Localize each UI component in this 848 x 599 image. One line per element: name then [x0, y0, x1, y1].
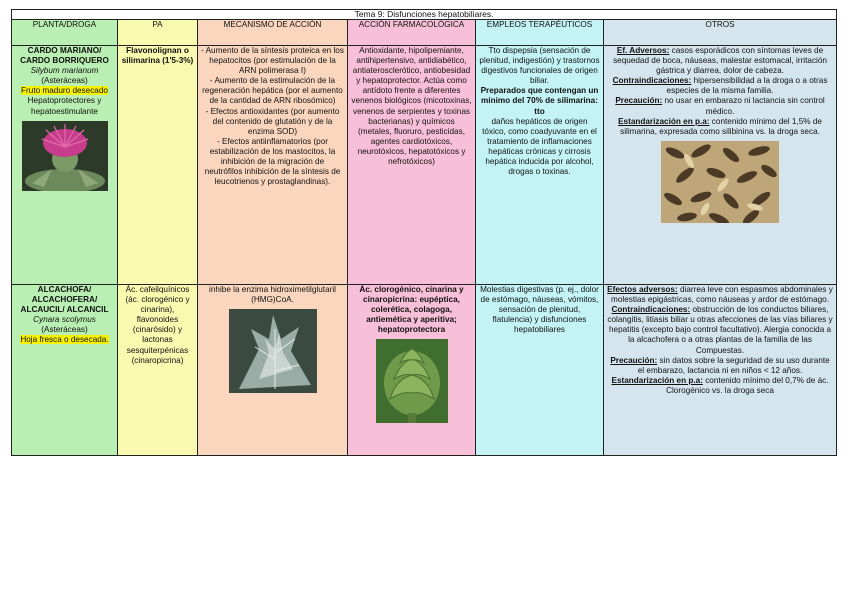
- otros-item: Contraindicaciones: obstrucción de los conductos biliares, colangitis, litiasis biliar u otras afecciones de las vías biliares y hepatitis (excepto bajo control facultativo). Alergia conocida a la alcachofera o a otras plantas de la familia de las Compuestas.: [607, 305, 833, 355]
- cell-mecanismo-cardo: - Aumento de la síntesis proteica en los hepatocitos (por estimulación de la ARN polimerasa I) - Aumento de la estimulación de la regeneración hepática (por el aumento de la cantidad de ARN ribosómico) - Efectos antioxidantes (por aumento del contenido de glutatión y de la enzima SOD) - Efectos antiinflamatorios (por estabilización de los mastocitos, la inhibición de la migración de neutrófilos inhibición de la síntesis de leucotrienos y prostaglandinas).: [198, 46, 348, 285]
- cell-accion-cardo: Antioxidante, hipolipemiante, antihipertensivo, antidiabético, antiaterosclerótico, antiobesidad y hepatoprotector. Actúa como antídoto frente a diferentes venenos biológicos (micotoxinas, venenos de serpientes y toxinas bacterianas) y químicos (metales, fluoruro, pesticidas, agentes cardiotóxicos, neurotóxicos, hepatotóxicos y nefrotóxicos): [348, 46, 476, 285]
- empleos-text-b: Preparados que contengan un mínimo del 70% de silimarina: tto: [480, 86, 599, 116]
- otros-item: Estandarización en p.a: contenido mínimo del 1,5% de silimarina, expresada como silibinina vs. la droga seca.: [618, 116, 822, 136]
- cell-accion-alcachofa: [348, 285, 476, 456]
- plant-family: (Asteráceas): [41, 76, 88, 86]
- accion-text: Ác. clorogénico, cinarina y cinaropicrina: eupéptica, colerética, colagoga, antiemética y aperitiva; hepatoprotectora: [359, 285, 464, 335]
- header-otros: OTROS: [604, 20, 837, 46]
- cell-pa-alcachofa: Ác. cafeilquínicos (ác. clorogénico y cinarina), flavonoides (cinarósido) y lactonas sesquiterpénicas (cinaropicrina): [118, 285, 198, 456]
- plant-family: (Asteráceas): [41, 325, 88, 335]
- plant-drug: Fruto maduro desecado: [21, 86, 108, 96]
- cell-planta-alcachofa: [12, 285, 118, 456]
- header-empleos: EMPLEOS TERAPÉUTICOS: [476, 20, 604, 46]
- thistle-image: [22, 121, 108, 191]
- document: [11, 9, 836, 456]
- otros-item: Estandarización en p.a: contenido mínimo del 0,7% de ác. Clorogénico vs. la droga seca: [611, 375, 829, 395]
- cell-empleos-alcachofa: Molestias digestivas (p. ej., dolor de estómago, náuseas, vómitos, sensación de plenitud, flatulencia) y disfunciones hepatobiliares: [476, 285, 604, 456]
- cell-otros-cardo: [604, 46, 837, 285]
- empleos-text-c: daños hepáticos de origen tóxico, como coadyuvante en el tratamiento de inflamaciones hepáticas crónicas y cirrosis hepática inducida por alcohol, drogas o toxinas.: [482, 116, 597, 177]
- plant-name: ALCACHOFA/ ALCACHOFERA/ ALCAUCIL/ ALCANCIL: [20, 285, 109, 315]
- seeds-image: [661, 141, 779, 223]
- cell-otros-alcachofa: [604, 285, 837, 456]
- header-planta: PLANTA/DROGA: [12, 20, 118, 46]
- artichoke-image: [376, 339, 448, 423]
- plant-latin: Cynara scolymus: [33, 315, 96, 325]
- plant-name: CARDO MARIANO/ CARDO BORRIQUERO: [20, 46, 109, 66]
- cell-mecanismo-alcachofa: [198, 285, 348, 456]
- otros-item: Precaución: sin datos sobre la seguridad de su uso durante el embarazo, lactancia ni en niños < 12 años.: [610, 355, 830, 375]
- plant-latin: Silybum marianum: [30, 66, 99, 76]
- table-title: Tema 9: Disfunciones hepatobiliares.: [12, 10, 837, 20]
- otros-item: Contraindicaciones: hipersensibilidad a la droga o a otras especies de la misma familia.: [612, 76, 828, 96]
- plant-uses: Hepatoprotectores y hepatoestimulante: [27, 96, 102, 116]
- cell-pa-cardo: Flavonolignan o silimarina (1'5-3%): [118, 46, 198, 285]
- header-mecanismo: MECANISMO DE ACCIÓN: [198, 20, 348, 46]
- otros-item: Efectos adversos: diarrea leve con espasmos abdominales y molestias epigástricas, como náuseas y ardor de estómago.: [607, 285, 833, 305]
- cell-planta-cardo: [12, 46, 118, 285]
- drug-table: [11, 9, 837, 456]
- cell-empleos-cardo: [476, 46, 604, 285]
- artichoke-leaf-image: [229, 309, 317, 393]
- header-pa: PA: [118, 20, 198, 46]
- empleos-text-a: Tto dispepsia (sensación de plenitud, indigestión) y trastornos digestivos funcionales de origen biliar.: [479, 46, 600, 86]
- otros-item: Ef. Adversos: casos esporádicos con síntomas leves de sequedad de boca, náuseas, malestar estomacal, irritación gástrica y diarrea, dolor de cabeza.: [613, 46, 827, 76]
- mecanismo-text: inhibe la enzima hidroximetilglutaril (HMG)CoA.: [209, 285, 336, 305]
- header-accion: ACCIÓN FARMACOLÓGICA: [348, 20, 476, 46]
- plant-drug: Hoja fresca o desecada.: [20, 335, 109, 345]
- otros-item: Precaución: no usar en embarazo ni lactancia sin control médico.: [615, 96, 825, 116]
